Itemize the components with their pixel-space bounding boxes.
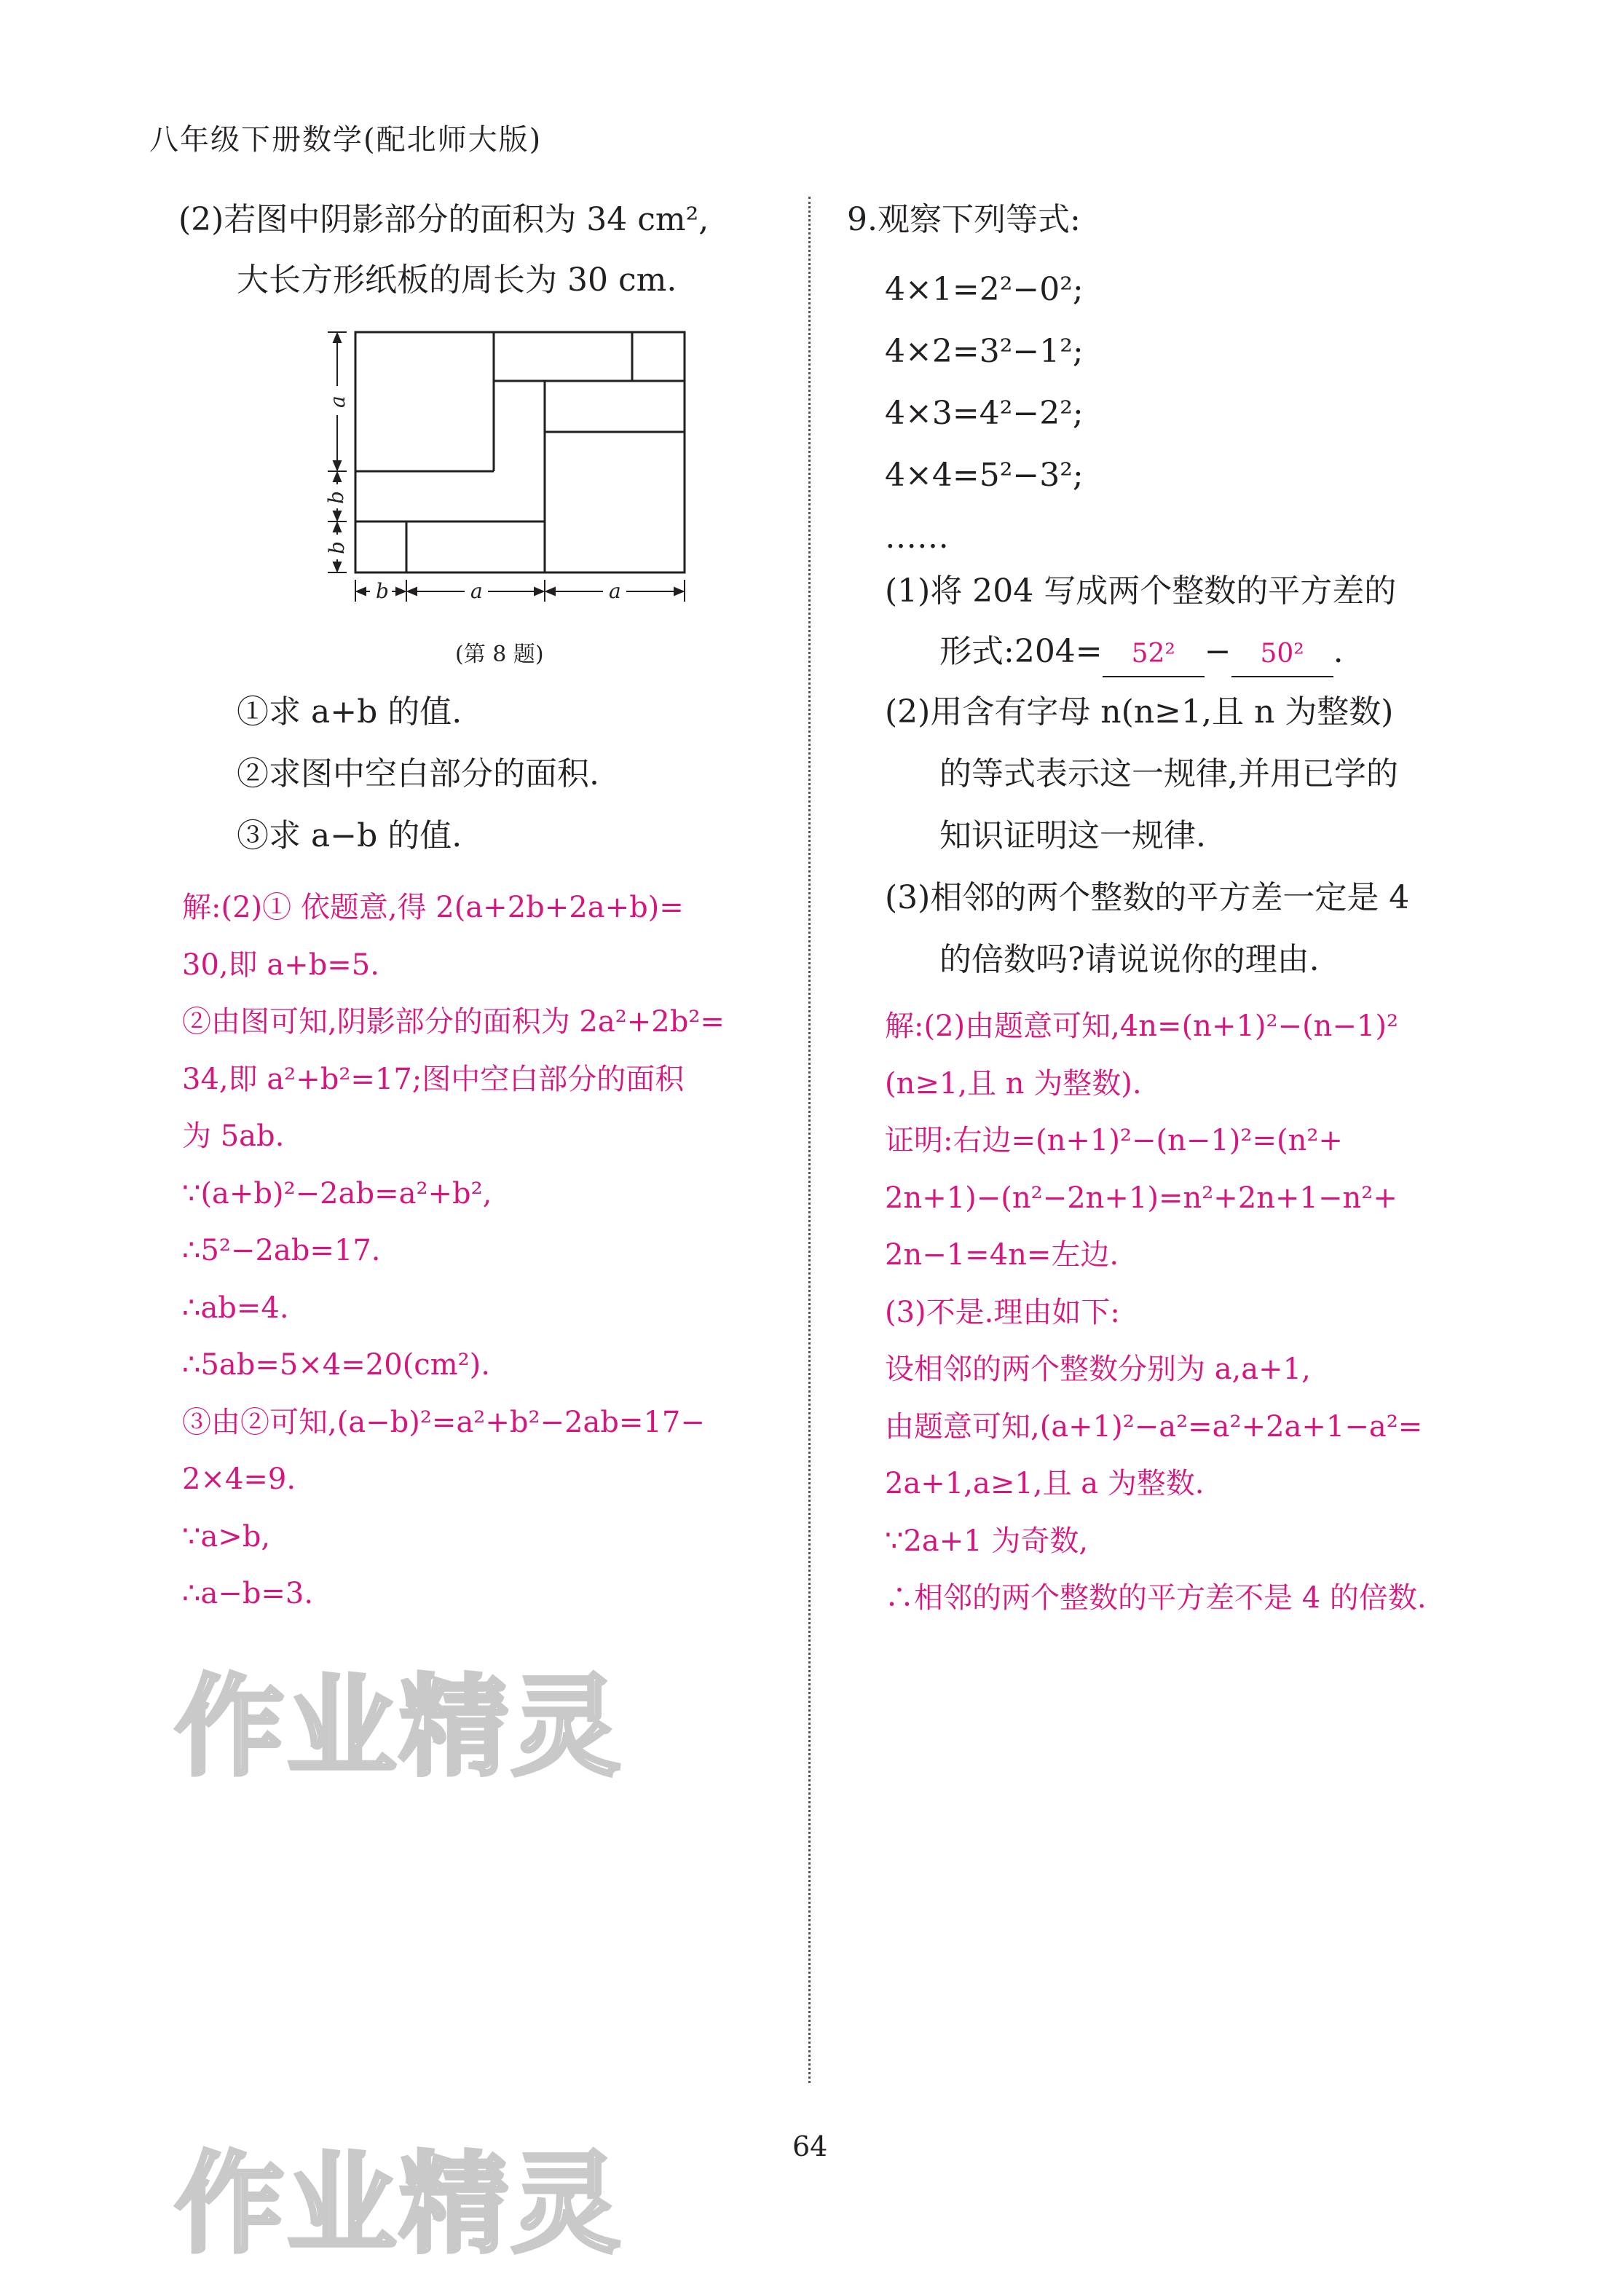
question-9-part3-line2: 的倍数吗?请说说你的理由. [939, 941, 1320, 978]
equation-line: 4×3=4²−2²; [885, 395, 1084, 432]
answer-line: 设相邻的两个整数分别为 a,a+1, [885, 1353, 1311, 1386]
header-title: 八年级下册数学(配北师大版) [149, 123, 543, 157]
sub-question-3: ③求 a−b 的值. [237, 817, 462, 854]
answer-blank-1: 52² [1103, 632, 1205, 677]
watermark-logo: 作业精灵 [175, 1664, 624, 1791]
equation-line: 4×2=3²−1²; [885, 333, 1084, 370]
part1-end: . [1333, 633, 1344, 670]
question-9-part2-line3: 知识证明这一规律. [939, 817, 1206, 854]
answer-line: (3)不是.理由如下: [885, 1295, 1120, 1329]
sub-question-2: ②求图中空白部分的面积. [237, 755, 599, 792]
answer-line: 34,即 a²+b²=17;图中空白部分的面积 [182, 1062, 685, 1096]
answer-line: 解:(2)由题意可知,4n=(n+1)²−(n−1)² [885, 1009, 1399, 1043]
equation-line: 4×1=2²−0²; [885, 271, 1084, 308]
answer-line: 证明:右边=(n+1)²−(n−1)²=(n²+ [885, 1124, 1343, 1157]
answer-line: ∴5ab=5×4=20(cm²). [182, 1348, 490, 1382]
answer-line: (n≥1,且 n 为整数). [885, 1066, 1142, 1101]
answer-blank-2: 50² [1231, 632, 1333, 677]
question-9-part1-line2 [939, 630, 1344, 677]
dim-label-a-bottom-2: a [609, 579, 621, 603]
dim-label-a-bottom-1: a [470, 579, 483, 603]
answer-line: 由题意可知,(a+1)²−a²=a²+2a+1−a²= [885, 1409, 1423, 1444]
answer-line: ∴ab=4. [182, 1291, 289, 1325]
answer-line: ∵2a+1 为奇数, [885, 1524, 1089, 1558]
minus-sign: − [1204, 633, 1231, 670]
page-number: 64 [792, 2130, 828, 2162]
dim-label-b-bottom: b [376, 579, 389, 603]
answer-line: ∴相邻的两个整数的平方差不是 4 的倍数. [885, 1581, 1427, 1615]
answer-line: 2×4=9. [182, 1463, 296, 1496]
figure-8-diagram [306, 320, 699, 612]
part1-prefix: 形式:204= [939, 633, 1103, 670]
answer-line: ②由图可知,阴影部分的面积为 2a²+2b²= [182, 1005, 725, 1039]
answer-line: 解:(2)① 依题意,得 2(a+2b+2a+b)= [182, 891, 684, 924]
answer-line: 为 5ab. [182, 1119, 285, 1153]
left-answer-block [182, 879, 725, 1623]
question-9-part1-line1: (1)将 204 写成两个整数的平方差的 [885, 572, 1397, 610]
answer-line: 2n+1)−(n²−2n+1)=n²+2n+1−n²+ [885, 1181, 1398, 1215]
question-8-part2-line1: (2)若图中阴影部分的面积为 34 cm², [178, 201, 709, 238]
question-9-part2-line2: 的等式表示这一规律,并用已学的 [939, 755, 1398, 792]
right-answer-block [885, 998, 1427, 1627]
answer-line: ③由②可知,(a−b)²=a²+b²−2ab=17− [182, 1405, 705, 1439]
dim-label-b-left-1: b [324, 491, 348, 504]
sub-question-1: ①求 a+b 的值. [237, 693, 462, 731]
answer-line: ∵a>b, [182, 1519, 271, 1554]
question-9-part2-line1: (2)用含有字母 n(n≥1,且 n 为整数) [885, 693, 1394, 731]
column-divider [808, 197, 811, 2083]
equation-line: 4×4=5²−3²; [885, 457, 1084, 494]
answer-line: ∴5²−2ab=17. [182, 1234, 381, 1267]
answer-line: 2n−1=4n=左边. [885, 1238, 1119, 1272]
dim-label-a-left: a [326, 395, 350, 408]
answer-line: ∵(a+b)²−2ab=a²+b², [182, 1176, 492, 1211]
figure-caption: (第 8 题) [455, 642, 544, 667]
question-8-part2-line2: 大长方形纸板的周长为 30 cm. [237, 261, 677, 299]
answer-line: 30,即 a+b=5. [182, 948, 379, 982]
watermark-logo-bottom: 作业精灵 [175, 2141, 624, 2268]
answer-line: 2a+1,a≥1,且 a 为整数. [885, 1467, 1205, 1500]
equation-list [885, 259, 1084, 568]
dim-label-b-left-2: b [325, 541, 349, 554]
equation-line: …… [885, 519, 949, 556]
question-9-title: 9.观察下列等式: [847, 201, 1081, 238]
question-9-part3-line1: (3)相邻的两个整数的平方差一定是 4 [885, 879, 1410, 916]
answer-line: ∴a−b=3. [182, 1577, 314, 1610]
